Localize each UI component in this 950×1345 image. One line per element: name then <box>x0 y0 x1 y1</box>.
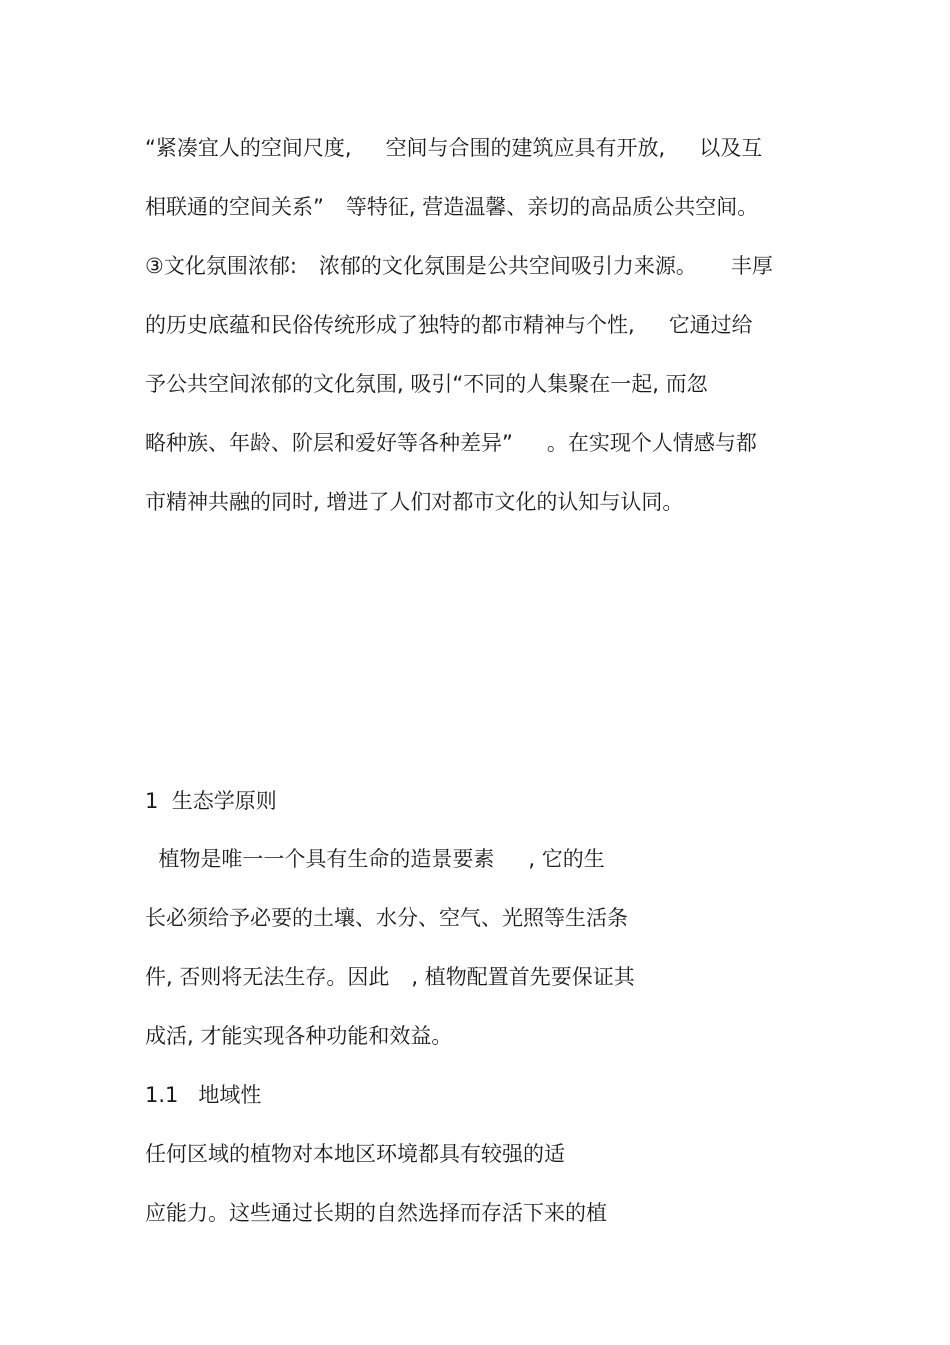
text-segment: 相联通的空间关系” <box>145 195 324 219</box>
text-line <box>145 370 708 398</box>
text-line: 长必须给予必要的土壤、水分、空气、光照等生活条 <box>145 906 628 930</box>
text-segment: 它通过给 <box>668 313 753 337</box>
text-segment: 市精神共融的同时, 增进了人们对都市文化的认知与认同。 <box>145 490 684 514</box>
text-line <box>145 488 683 516</box>
text-segment: , 植物配置首先要保证其 <box>411 965 635 989</box>
text-segment: 予公共空间浓郁的文化氛围, 吸引“不同的人集聚在一起, 而忽 <box>145 372 708 396</box>
text-segment: , 它的生 <box>528 847 605 871</box>
text-segment: 空间与合围的建筑应具有开放, <box>385 136 666 160</box>
text-segment: 丰厚 <box>730 254 773 278</box>
text-segment: 浓郁的文化氛围是公共空间吸引力来源。 <box>318 254 697 278</box>
section-heading: 1 生态学原则 <box>145 789 277 813</box>
text-line <box>145 963 635 991</box>
text-line: 任何区域的植物对本地区环境都具有较强的适 <box>145 1142 565 1166</box>
text-segment: 植物是唯一一个具有生命的造景要素 <box>145 847 495 871</box>
subsection-heading: 1.1 地域性 <box>145 1083 262 1107</box>
text-segment: ③文化氛围浓郁: <box>145 254 297 278</box>
text-segment: 等特征, 营造温馨、亲切的高品质公共空间。 <box>345 195 759 219</box>
text-segment: 。在实现个人情感与都 <box>546 431 757 455</box>
text-line <box>145 311 753 339</box>
text-segment: 略种族、年龄、阶层和爱好等各种差异” <box>145 431 513 455</box>
text-segment: 以及互 <box>699 136 763 160</box>
text-segment: 件, 否则将无法生存。因此 <box>145 965 390 989</box>
text-line <box>145 252 773 280</box>
text-line <box>145 429 757 457</box>
text-line: 应能力。这些通过长期的自然选择而存活下来的植 <box>145 1201 607 1225</box>
text-line <box>145 845 605 873</box>
text-line: 成活, 才能实现各种功能和效益。 <box>145 1024 453 1048</box>
text-segment: “紧凑宜人的空间尺度, <box>145 136 352 160</box>
text-line <box>145 193 758 221</box>
text-line <box>145 134 762 162</box>
text-segment: 的历史底蕴和民俗传统形成了独特的都市精神与个性, <box>145 313 635 337</box>
